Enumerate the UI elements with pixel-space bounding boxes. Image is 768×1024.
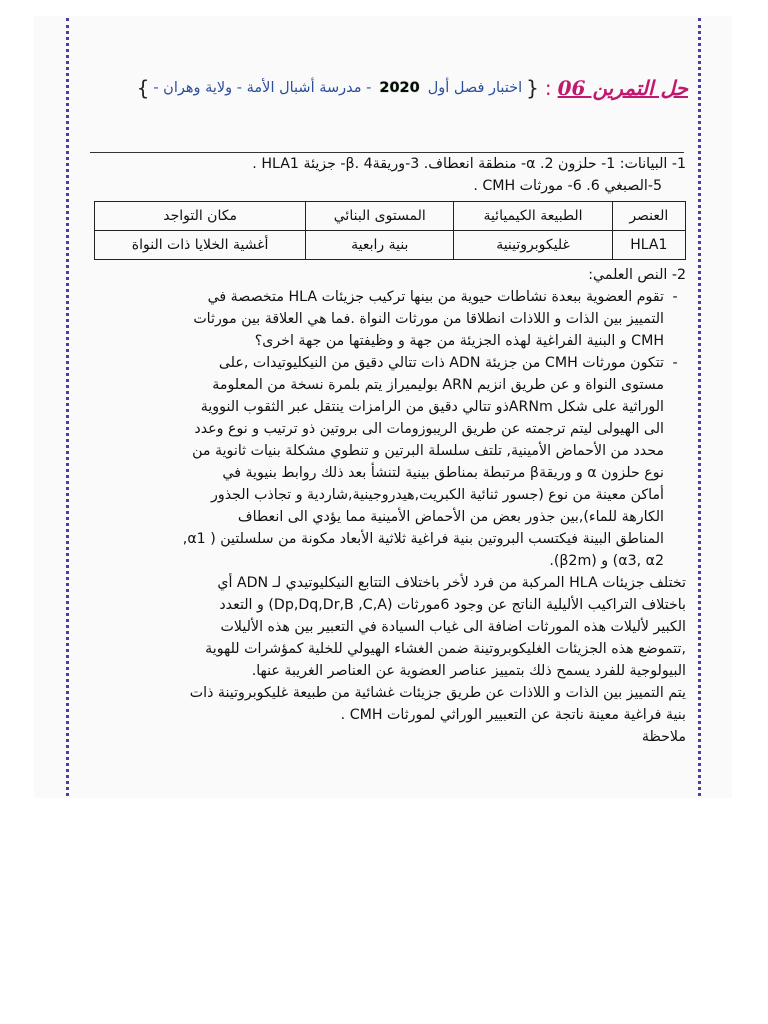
header-colon: : [544, 76, 552, 100]
text-line: بنية فراغية معينة ناتجة عن التعبيير الوراثي لمورثات CMH . [340, 707, 686, 723]
labels-line-1: 1- البيانات: 1- حلزون α .2- منطقة انعطاف. 3-وريقةβ. 4- جزيئة HLA1 . [252, 156, 686, 172]
bullet-dash: - [672, 355, 678, 371]
table-header-cell: مكان التواجد [95, 202, 306, 231]
header-close-brace: } [136, 76, 150, 100]
table-cell: أغشية الخلايا ذات النواة [95, 231, 306, 260]
table-header-row [95, 202, 686, 231]
table-header-cell: الطبيعة الكيميائية [454, 202, 612, 231]
text-line: ,تتموضع هذه الجزيئات الغليكوبروتينة ضمن الغشاء الهيولي للخلية كمؤشرات للهوية [205, 641, 686, 657]
right-dotted-border [698, 18, 701, 796]
table-header-cell: المستوى البنائي [306, 202, 454, 231]
labels-line-2: 5-الصبغي 6. 6- مورثات CMH . [473, 178, 662, 194]
left-dotted-border [66, 18, 69, 796]
text-line: α3, α2) و (β2m). [549, 553, 664, 569]
table-header-cell: العنصر [612, 202, 685, 231]
table-cell: غليكوبروتينية [454, 231, 612, 260]
text-line: الكبير لأليلات هذه المورثات اضافة الى غياب السيادة في التعبير بين هذه الأليلات [220, 619, 686, 635]
comparison-table [94, 201, 686, 260]
answer-content [88, 150, 686, 748]
paragraph-2 [88, 352, 686, 572]
text-line: تختلف جزيئات HLA المركبة من فرد لأخر باختلاف التتابع النيكليوتيدي لـ ADN أي [217, 575, 686, 591]
note-label: ملاحظة [641, 729, 686, 745]
exercise-header [80, 70, 688, 106]
text-line: البيولوجية للفرد يسمح ذلك بتمييز عناصر العضوية عن العناصر الغريبة عنها. [251, 663, 686, 679]
bullet-dash: - [672, 289, 678, 305]
exam-label: اختبار فصل أول [427, 80, 523, 96]
text-line: محدد من الأحماض الأمينية, تلتف سلسلة البرتين و تنطوي مشكلة بنيات ثانوية من [192, 443, 664, 459]
text-line: الوراثية على شكل ARNmذو تتالي دقيق من الرامزات ينتقل عبر الثقوب النووية [200, 399, 664, 415]
text-line: التمييز بين الذات و اللاذات انطلاقا من مورثات النواة .فما هي العلاقة بين مورثات [193, 311, 664, 327]
text-line: -تقوم العضوية ببعدة نشاطات حيوية من بينها تركيب جزيئات HLA متخصصة في [88, 286, 686, 308]
paragraph-3 [88, 572, 686, 748]
text-line: CMH و البنية الفراغية لهذه الجزيئة من جهة و وظيفتها من جهة اخرى؟ [254, 333, 664, 349]
school-label: - مدرسة أشبال الأمة - ولاية وهران - [153, 80, 372, 96]
table-cell: HLA1 [612, 231, 685, 260]
table-cell: بنية رابعية [306, 231, 454, 260]
header-open-brace: { [526, 76, 539, 100]
text-line: -تتكون مورثات CMH من جزيئة ADN ذات تتالي دقيق من النيكليوتيدات ,على [88, 352, 686, 374]
paragraph-1 [88, 286, 686, 352]
table-row [95, 231, 686, 260]
text-line: مستوى النواة و عن طريق انزيم ARN بوليميراز يتم بلمرة نسخة من المعلومة [212, 377, 664, 393]
text-line: المناطق البينة فيكتسب البروتين بنية فراغية ثلاثية الأبعاد مكونة من سلسلتين ( α1, [182, 531, 664, 547]
text-line: باختلاف التراكيب الأليلية الناتج عن وجود 6مورثات (Dp,Dq,Dr,B ,C,A) و التعدد [219, 597, 686, 613]
text-line: يتم التمييز بين الذات و اللاذات عن طريق جزيئات غشائية من طبيعة غليكوبروتينة ذات [189, 685, 686, 701]
exercise-title: حل التمرين 06 [557, 76, 688, 100]
text-line: أماكن معينة من نوع (جسور ثنائية الكبريت,هيدروجينية,شاردية و تجاذب الجذور [211, 487, 664, 503]
exam-year: 2020 [379, 80, 420, 96]
text-line: الكارهة للماء),بين جذور بعض من الأحماض الأمينية مما يؤدي الى انعطاف [237, 509, 664, 525]
section-2-title: 2- النص العلمي: [588, 267, 686, 283]
text-line: الى الهيولى ليتم ترجمته عن طريق الريبوزومات الى بروتين ذو ترتيب و نوع وعدد [194, 421, 664, 437]
text-line: نوع حلزون α و وريقةβ مرتبطة بمناطق بينية لتنشأ بعد ذلك روابط بنيوية في [222, 465, 664, 481]
